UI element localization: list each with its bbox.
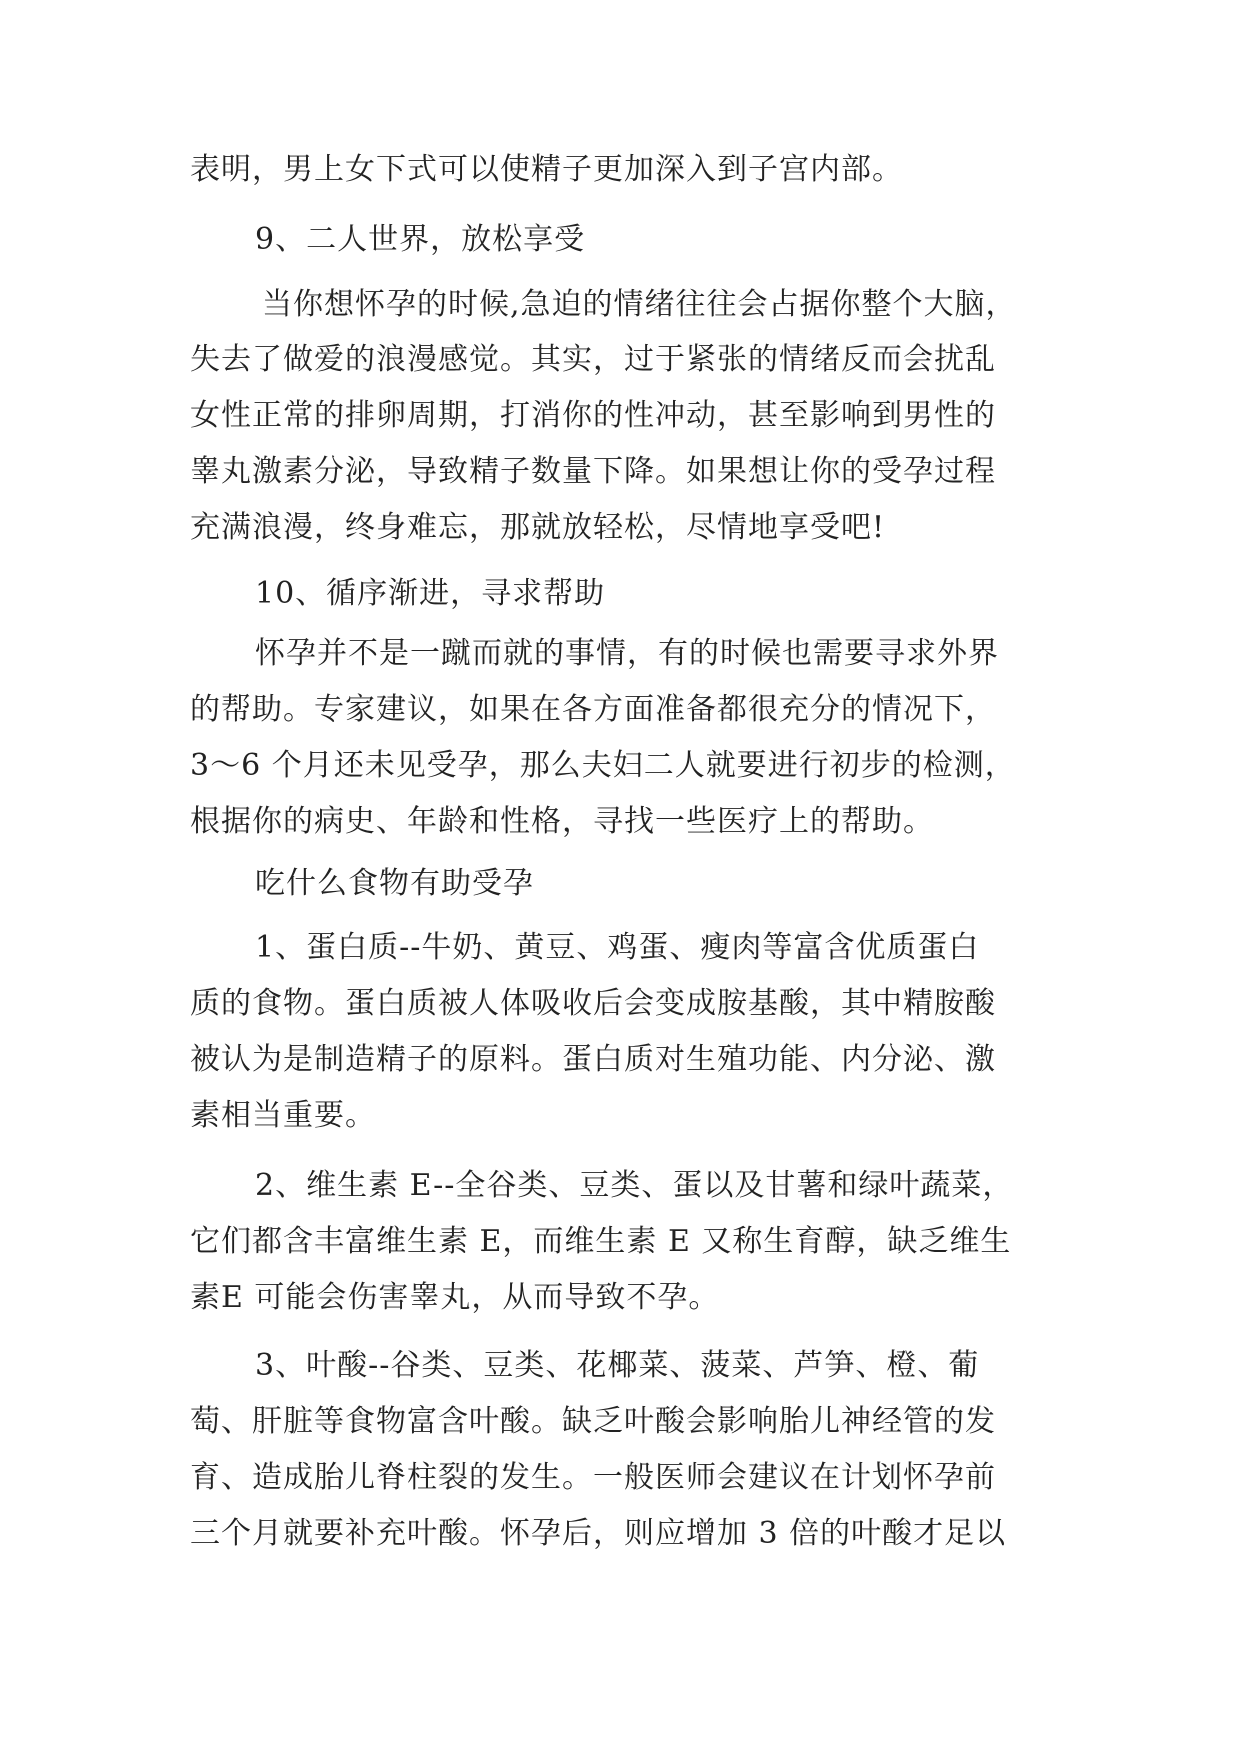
text-line: 2、维生素 E--全谷类、豆类、蛋以及甘薯和绿叶蔬菜， [255, 1168, 1014, 1203]
text-line: 怀孕并不是一蹴而就的事情，有的时候也需要寻求外界 [255, 636, 999, 671]
text-line: 3～6 个月还未见受孕，那么夫妇二人就要进行初步的检测， [190, 748, 1016, 783]
text-line: 睾丸激素分泌，导致精子数量下降。如果想让你的受孕过程 [190, 454, 996, 489]
section-heading: 10、循序渐进，寻求帮助 [255, 576, 606, 611]
text-line: 的帮助。专家建议，如果在各方面准备都很充分的情况下， [190, 692, 996, 727]
text-line: 失去了做爱的浪漫感觉。其实，过于紧张的情绪反而会扰乱 [190, 342, 996, 377]
section-heading: 吃什么食物有助受孕 [255, 866, 534, 901]
section-heading: 9、二人世界，放松享受 [255, 222, 586, 257]
text-line: 被认为是制造精子的原料。蛋白质对生殖功能、内分泌、激 [190, 1042, 996, 1077]
text-line: 萄、肝脏等食物富含叶酸。缺乏叶酸会影响胎儿神经管的发 [190, 1404, 996, 1439]
text-line: 1、蛋白质--牛奶、黄豆、鸡蛋、瘦肉等富含优质蛋白 [255, 930, 980, 965]
text-line: 素E 可能会伤害睾丸，从而导致不孕。 [190, 1280, 720, 1315]
text-line: 3、叶酸--谷类、豆类、花椰菜、菠菜、芦笋、橙、葡 [255, 1348, 980, 1383]
text-line: 它们都含丰富维生素 E，而维生素 E 又称生育醇，缺乏维生 [190, 1224, 1012, 1259]
text-line: 根据你的病史、年龄和性格，寻找一些医疗上的帮助。 [190, 804, 934, 839]
text-line: 质的食物。蛋白质被人体吸收后会变成胺基酸，其中精胺酸 [190, 986, 996, 1021]
text-line: 当你想怀孕的时候,急迫的情绪往往会占据你整个大脑， [262, 287, 1017, 322]
text-line: 素相当重要。 [190, 1098, 376, 1133]
text-line: 女性正常的排卵周期，打消你的性冲动，甚至影响到男性的 [190, 398, 996, 433]
text-line: 表明，男上女下式可以使精子更加深入到子宫内部。 [190, 152, 903, 187]
text-line: 充满浪漫，终身难忘，那就放轻松，尽情地享受吧! [190, 510, 886, 545]
text-line: 三个月就要补充叶酸。怀孕后，则应增加 3 倍的叶酸才足以 [190, 1516, 1007, 1551]
text-line: 育、造成胎儿脊柱裂的发生。一般医师会建议在计划怀孕前 [190, 1460, 996, 1495]
